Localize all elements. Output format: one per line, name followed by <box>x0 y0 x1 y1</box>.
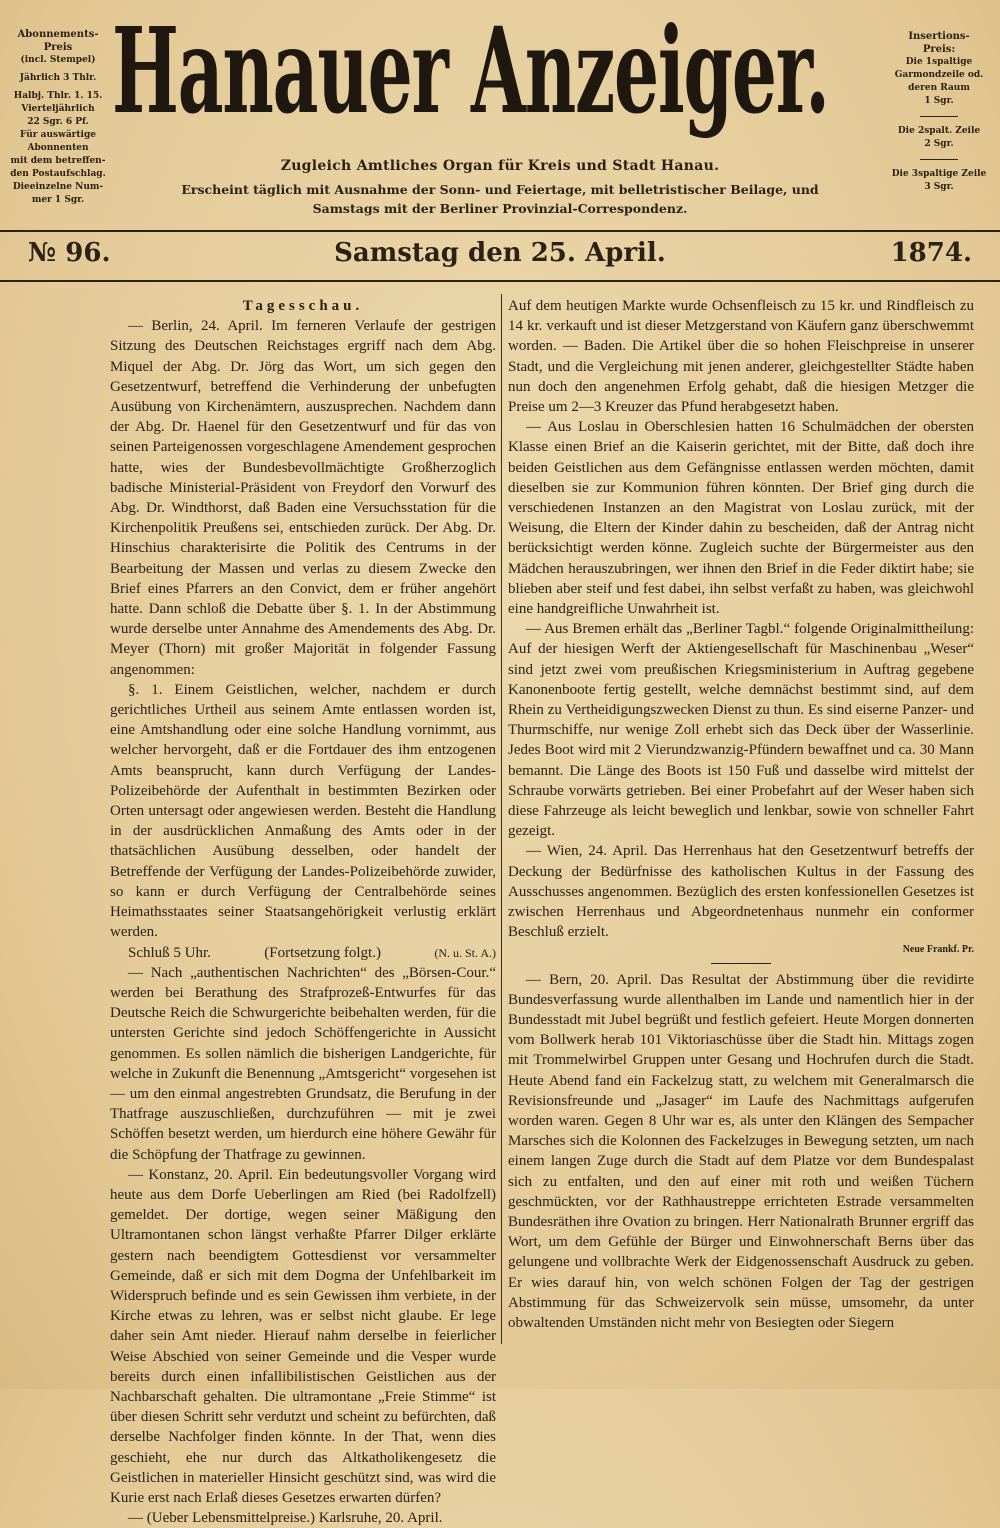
insertion-heading: Insertions- <box>908 31 970 42</box>
subscription-line: mer 1 Sgr. <box>31 195 85 205</box>
article-paragraph: Auf dem heutigen Markte wurde Ochsenfleisch zu 15 kr. und Rindfleisch zu 14 kr. verkauft und ist dieser Metzgerstand von Käufern ganz überschwemmt worden. — Baden. Die Artikel über die so hohen Fleischpreise in unserer Stadt, und die Vergleichung mit jenen anderer, gleichgestellter Städte haben nun doch den angenehmen Erfolg gehabt, daß die hiesigen Metzger die Preise um 2—3 Kreuzer das Pfund herabgesetzt haben. <box>508 298 974 416</box>
source-attribution: Neue Frankf. Pr. <box>902 943 974 955</box>
article-paragraph: — (Ueber Lebensmittelpreise.) Karlsruhe, 20. April. <box>128 1510 443 1527</box>
continued-note: (Fortsetzung folgt.) <box>264 944 381 961</box>
insertion-line: Die 1spaltige <box>905 57 973 67</box>
subscription-line: Vierteljährlich <box>21 104 95 114</box>
article-paragraph: — Wien, 24. April. Das Herrenhaus hat den Gesetzentwurf betreffs der Deckung der Bedürfnisse des katholischen Kultus in der Fassung des Ausschusses angenommen. Bezüglich des ersten konfessionellen Gesetzes ist zwischen Herrenhaus und Abgeordnetenhaus nunmehr ein conformer Beschluß erzielt. <box>508 843 974 941</box>
subscription-line: Abonnenten <box>27 143 89 153</box>
closing-time: Schluß 5 Uhr. <box>128 944 211 961</box>
left-column <box>110 296 496 1528</box>
insertion-line: Garmondzeile od. <box>894 70 984 80</box>
article-paragraph: — Aus Loslau in Oberschlesien hatten 16 Schulmädchen der obersten Klasse einen Brief an die Kaiserin gerichtet, mit der Bitte, daß doch ihre beiden Geistlichen aus dem Gefängnisse entlassen werden möchten, damit dieselben sie zur Kommunion führen könnten. Der Brief ging durch die verschiedenen Instanzen an den Magistrat von Loslau zurück, mit der Weisung, die Eltern der Kinder dahin zu bescheiden, daß der Antrag nicht berücksichtigt werden könne. Zugleich suchte der Bürgermeister aus den Mädchen herauszubringen, wer ihnen den Brief in die Feder diktirt habe; sie blieben aber steif und fest dabei, ihn selbst verfaßt zu haben, was gleichwohl eine handgreifliche Unwahrheit ist. <box>508 419 974 618</box>
column-divider <box>501 294 502 1344</box>
subtitle: Zugleich Amtliches Organ für Kreis und Stadt Hanau. <box>280 158 720 174</box>
source-note: (N. u. St. A.) <box>434 945 496 960</box>
insertion-heading: Preis: <box>922 44 956 55</box>
subscription-line: Jährlich 3 Thlr. <box>19 73 97 83</box>
article-closing-line <box>110 943 496 963</box>
divider <box>920 116 958 117</box>
issue-year: 1874. <box>890 238 972 268</box>
insertion-line: 1 Sgr. <box>924 96 954 106</box>
right-column <box>508 296 974 1333</box>
subscription-line: 22 Sgr. 6 Pf. <box>27 117 89 127</box>
article-paragraph: — Berlin, 24. April. Im ferneren Verlaufe der gestrigen Sitzung des Deutschen Reichstages ergriff nach dem Abg. Miquel der Abg. Dr. Jörg das Wort, um sich gegen den Gesetzentwurf, betreffend die Verhinderung der unbefugten Ausübung von Kirchenämtern, auszusprechen. Nachdem dann der Abg. Dr. Haenel für den Gesetzentwurf und für das von seinen Parteigenossen vorgeschlagene Amendement gesprochen hatte, wies der Bundesbevollmächtigte Großherzoglich badische Ministerial-Präsident von Freydorf den Vorwurf des Abg. Dr. Windthorst, daß Baden eine Versuchsstation für die Kirchenpolitik Preußens sei, entschieden zurück. Der Abg. Dr. Hinschius charakterisirte die Politik des Centrums in der Bearbeitung der Massen und verlas zu diesem Zwecke den Brief eines Pfarrers an den Convict, dem er früher angehört hatte. Dann schloß die Debatte über §. 1. In der Abstimmung wurde derselbe unter Annahme des Amendements des Abg. Dr. Meyer (Thorn) mit großer Majorität in folgender Fassung angenommen: <box>110 318 496 678</box>
issue-date: Samstag den 25. April. <box>334 238 666 268</box>
newspaper-title: Hanauer Anzeiger. <box>112 1 829 140</box>
subscription-line: Preis <box>43 42 73 53</box>
insertion-line: Die 3spaltige Zeile <box>891 169 987 179</box>
subscription-line: Halbj. Thlr. 1. 15. <box>13 91 103 101</box>
insertion-line: Die 2spalt. Zeile <box>897 126 981 136</box>
insertion-line: deren Raum <box>908 83 970 93</box>
article-paragraph: — Konstanz, 20. April. Ein bedeutungsvoller Vorgang wird heute aus dem Dorfe Ueberlingen am Ried (bei Radolfzell) gemeldet. Der dortige, wegen seiner Mäßigung den Ultramontanen schon längst verhaßte Pfarrer Dilger erklärte gestern nach beendigtem Gottesdienst vor versammelter Gemeinde, daß er sich mit dem Dogma der Unfehlbarkeit im Widerspruch befinde und es sein Gewissen ihm verbiete, in der Kirche etwas zu lehren, was er selbst nicht glaube. Er lege daher sein Amt nieder. Hierauf nahm derselbe in feierlicher Weise Abschied von seiner Gemeinde und die Vesper wurde bereits durch einen infallibilistischen Geistlichen aus der Nachbarschaft gehalten. Die ultramontane „Freie Stimme“ ist über diesen Schritt sehr verdutzt und scheint zu befürchten, daß derselbe Nachfolger finden könnte. In der That, wenn dies geschieht, ehe nur durch das Altkatholikengesetz die Geistlichen in materieller Hinsicht geschützt sind, was wird die Kurie erst nach Erlaß dieses Gesetzes erwarten dürfen? <box>110 1166 496 1506</box>
publication-note: Erscheint täglich mit Ausnahme der Sonn- und Feiertage, mit belletristischer Beilage, und Samstags mit der Berliner Provinzial-Correspondenz. <box>181 182 819 216</box>
issue-dateline <box>0 238 1000 274</box>
dateline-rule <box>0 280 1000 282</box>
article-paragraph: — Nach „authentischen Nachrichten“ des „Börsen-Cour.“ werden bei Berathung des Strafprozeß-Entwurfes für das Deutsche Reich die Schwurgerichte beibehalten werden, für die untersten Gerichte sind jedoch Schöffengerichte in Aussicht genommen. Es sollen nämlich die bisherigen Landgerichte, für welche in Zukunft die Benennung „Amtsgericht“ vorgesehen ist — um den einmal angestrebten Grundsatz, die Berufung in der Thatfrage auszuschließen, durchzuführen — mit je zwei Schöffen besetzt werden, um hierdurch eine höhere Gewähr für die Schöpfung der Thatfrage zu gewinnen. <box>110 964 496 1163</box>
subscription-line: Dieeinzelne Num- <box>12 182 104 192</box>
subscription-price-box <box>2 28 114 207</box>
insertion-line: 2 Sgr. <box>924 139 954 149</box>
issue-number: № 96. <box>28 238 111 268</box>
article-paragraph: — Bern, 20. April. Das Resultat der Abstimmung über die revidirte Bundesverfassung wurde allenthalben im Lande und namentlich hier in der Bundesstadt mit Jubel begrüßt und festlich gefeiert. Heute Morgen donnerten vom Bollwerk herab 101 Viktoriaschüsse über die Stadt hin. Mittags zogen mit Trommelwirbel Gruppen unter Gesang und Hochrufen durch die Stadt. Heute Abend fand ein Fackelzug statt, zu welchem mit Generalmarsch die Revisionsfreunde und „Jasager“ im Laufe des Nachmittags aufgerufen worden waren. Gegen 8 Uhr war es, als unter den Klängen des Sempacher Marsches sich die Kolonnen des Fackelzuges in Bewegung setzten, um nach einem langen Zuge durch die Stadt auf dem Platze vor dem Bundespalast sich zu entfalten, und den auf einer mit roth und weißen Tüchern geschmückten, vor der Rathhaustreppe errichteten Estrade versammelten Bundesräthen ihre Ovation zu bringen. Herr Nationalrath Brunner ergriff das Wort, um dem Gefühle der Bürger und Einwohnerschaft Berns über das gelungene und vollbrachte Werk der Eidgenossenschaft Ausdruck zu geben. Er wies darauf hin, von welch schönen Folgen der Tag der gestrigen Abstimmung für das Schweizervolk sein müsse, umsomehr, da unter obwaltenden Umständen nicht mehr von Besiegten oder Siegern <box>508 971 974 1331</box>
article-divider <box>711 963 771 964</box>
article-paragraph: — Aus Bremen erhält das „Berliner Tagbl.“ folgende Originalmittheilung: Auf der hiesigen Werft der Aktiengesellschaft für Maschinenbau „Weser“ sind jetzt zwei vom preußischen Kriegsministerium in Auftrag gegebene Kanonenboote fertig gestellt, welche demnächst bestimmt sind, auf dem Rhein zu Vertheidigungszwecken Dienst zu thun. Es sind eiserne Panzer- und Thurmschiffe, nur wenige Zoll erhebt sich das Deck über der Wasserlinie. Jedes Boot wird mit 2 Vierundzwanzig-Pfündern bewaffnet und ca. 30 Mann bemannt. Die Länge des Boots ist 150 Fuß und dasselbe wird mittelst der Schraube vorwärts getrieben. Bei einer Probefahrt auf der Weser haben sich diese Fahrzeuge als leicht beweglich und lenkbar, sowie von schneller Fahrt gezeigt. <box>508 621 974 840</box>
header-rule <box>0 230 1000 232</box>
subscription-line: Für auswärtige <box>19 130 96 140</box>
insertion-line: 3 Sgr. <box>924 182 954 192</box>
subscription-line: (incl. Stempel) <box>20 55 96 65</box>
insertion-price-box <box>878 30 1000 194</box>
subscription-line: mit dem betreffen- <box>10 156 106 166</box>
divider <box>920 159 958 160</box>
article-paragraph: §. 1. Einem Geistlichen, welcher, nachdem er durch gerichtliches Urtheil aus seinem Amte entlassen worden ist, eine Amtshandlung oder eine solche Handlung vornimmt, aus welcher hervorgeht, daß er die Fortdauer des ihm entzogenen Amts beansprucht, kann durch Verfügung der Landes-Polizeibehörde der Aufenthalt in bestimmten Bezirken oder Orten untersagt oder angewiesen werden. Besteht die Handlung in der ausdrücklichen Anmaßung des Amts oder in der thatsächlichen Ausübung desselben, oder handelt der Betreffende der Verfügung der Landes-Polizeibehörde zuwider, so kann er durch Verfügung der Centralbehörde seines Heimathsstaates seiner Staatsangehörigkeit verlustig erklärt werden. <box>110 681 496 941</box>
section-heading: Tagesschau. <box>242 298 364 314</box>
subscription-line: den Postaufschlag. <box>10 169 106 179</box>
subscription-line: Abonnements- <box>17 29 99 40</box>
